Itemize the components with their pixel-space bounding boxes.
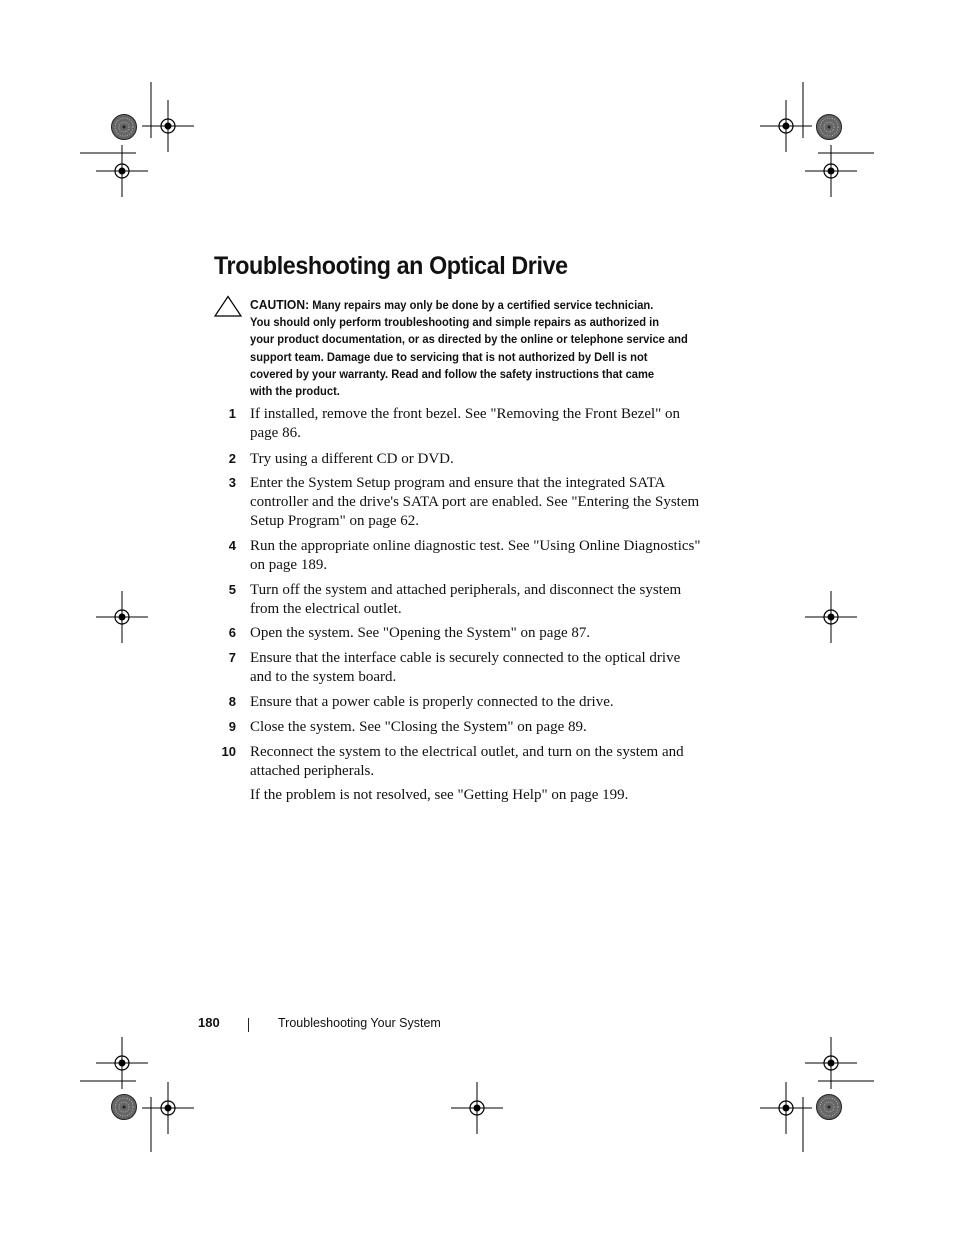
caution-label: CAUTION: xyxy=(250,297,310,312)
step-text xyxy=(250,405,730,443)
step-text xyxy=(250,718,730,737)
step-line: Reconnect the system to the electrical outlet, and turn on the system and xyxy=(250,744,684,760)
caution-line xyxy=(250,296,715,314)
step-line: Close the system. See "Closing the System" on page 89. xyxy=(250,719,587,735)
footer-section-title: Troubleshooting Your System xyxy=(278,1016,441,1030)
step-number: 8 xyxy=(228,694,236,709)
step-number: 3 xyxy=(228,475,236,490)
caution-text: with the product. xyxy=(250,384,340,399)
step-line: If installed, remove the front bezel. See "Removing the Front Bezel" on xyxy=(250,406,681,422)
step-line: Ensure that a power cable is properly connected to the drive. xyxy=(250,694,614,710)
step-number: 10 xyxy=(221,744,236,759)
footer-divider xyxy=(248,1018,249,1032)
caution-text: You should only perform troubleshooting and simple repairs as authorized in xyxy=(250,315,660,330)
step-number: 9 xyxy=(228,719,236,734)
step-number: 5 xyxy=(228,582,236,597)
step-number: 6 xyxy=(228,625,236,640)
caution-triangle-icon xyxy=(214,295,242,317)
step-text xyxy=(250,450,730,469)
step-line: on page 189. xyxy=(250,556,328,573)
step-line: Open the system. See "Opening the System" on page 87. xyxy=(250,625,591,641)
caution-notice xyxy=(250,296,750,400)
step-number: 4 xyxy=(228,538,236,553)
follow-up-note: If the problem is not resolved, see "Getting Help" on page 199. xyxy=(250,787,629,803)
step-text xyxy=(250,693,730,712)
step-line: Ensure that the interface cable is securely connected to the optical drive xyxy=(250,650,681,666)
step-number: 2 xyxy=(228,451,236,466)
step-line: Enter the System Setup program and ensure that the integrated SATA xyxy=(250,475,666,491)
step-line: and to the system board. xyxy=(250,668,397,685)
caution-text: support team. Damage due to servicing that is not authorized by Dell is not xyxy=(250,349,648,364)
step-line: Run the appropriate online diagnostic test. See "Using Online Diagnostics" xyxy=(250,538,701,554)
step-number: 7 xyxy=(228,650,236,665)
step-line: Try using a different CD or DVD. xyxy=(250,451,454,467)
step-text xyxy=(250,624,730,643)
step-line: page 86. xyxy=(250,424,301,441)
step-number: 1 xyxy=(228,406,236,421)
step-text xyxy=(250,581,730,619)
step-line: attached peripherals. xyxy=(250,762,375,779)
page-title: Troubleshooting an Optical Drive xyxy=(214,252,568,280)
step-text xyxy=(250,649,730,687)
step-line: controller and the drive's SATA port are enabled. See "Entering the System xyxy=(250,493,700,510)
step-line: Turn off the system and attached peripherals, and disconnect the system xyxy=(250,582,682,598)
step-line: Setup Program" on page 62. xyxy=(250,512,420,529)
step-text xyxy=(250,537,730,575)
page-number: 180 xyxy=(198,1015,220,1030)
caution-text: covered by your warranty. Read and follow the safety instructions that came xyxy=(250,366,655,381)
caution-text: Many repairs may only be done by a certified service technician. xyxy=(312,298,654,312)
caution-text: your product documentation, or as directed by the online or telephone service and xyxy=(250,332,688,347)
step-text xyxy=(250,743,730,781)
step-line: from the electrical outlet. xyxy=(250,600,402,617)
step-text xyxy=(250,474,730,530)
